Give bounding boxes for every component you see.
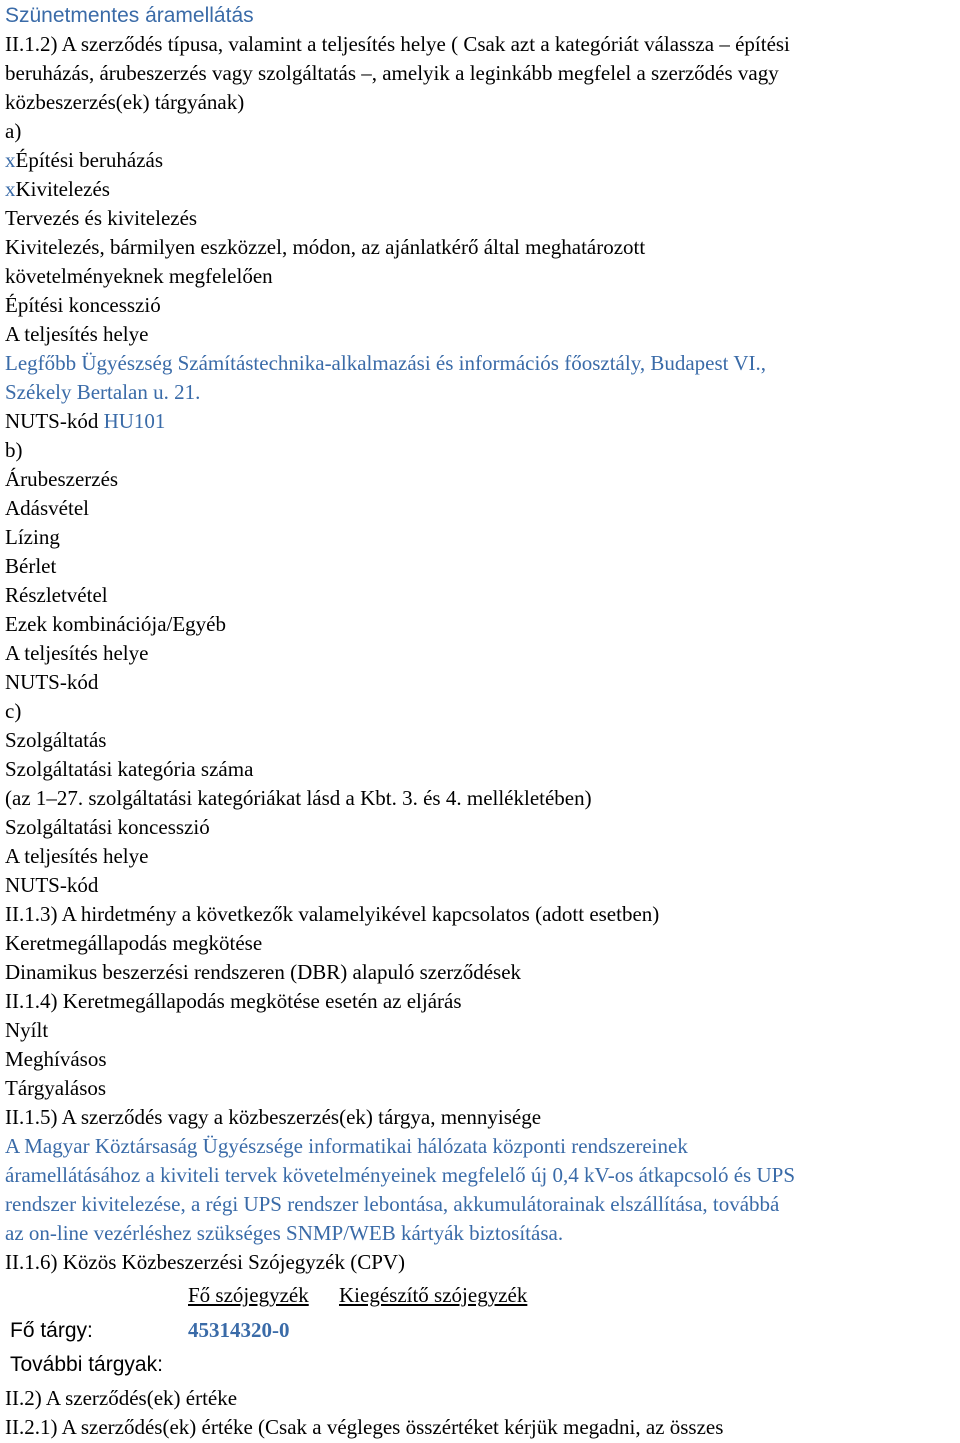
option-line: Részletvétel (5, 583, 108, 607)
option-label: Építési beruházás (15, 148, 164, 172)
option-line (5, 146, 163, 175)
option-line: Árubeszerzés (5, 467, 119, 491)
text-line: (az 1–27. szolgáltatási kategóriákat lásd a Kbt. 3. és 4. mellékletében) (5, 786, 592, 810)
section-heading: II.1.3) A hirdetmény a következők valamelyikével kapcsolatos (adott esetben) (5, 902, 660, 926)
field-label: A teljesítés helye (5, 844, 149, 868)
text-line: b) (5, 438, 23, 462)
field-value: áramellátásához a kiviteli tervek követelményeinek megfelelő új 0,4 kV-os átkapcsoló és UPS (5, 1163, 795, 1187)
option-line: Tárgyalásos (5, 1076, 107, 1100)
option-line: Bérlet (5, 554, 57, 578)
option-line: Lízing (5, 525, 60, 549)
option-line: Keretmegállapodás megkötése (5, 931, 263, 955)
text-line: a) (5, 119, 22, 143)
section-heading: II.1.5) A szerződés vagy a közbeszerzés(ek) tárgya, mennyisége (5, 1105, 542, 1129)
option-line: Szolgáltatás (5, 728, 107, 752)
text-line: közbeszerzés(ek) tárgyának) (5, 90, 245, 114)
option-line: Szolgáltatási koncesszió (5, 815, 210, 839)
nuts-line (5, 407, 165, 436)
field-label: NUTS-kód (5, 670, 99, 694)
text-line: c) (5, 699, 22, 723)
field-label: NUTS-kód (5, 409, 104, 433)
cpv-further-label: További tárgyak: (10, 1353, 163, 1376)
field-label: A teljesítés helye (5, 322, 149, 346)
field-value: rendszer kivitelezése, a régi UPS rendszer lebontása, akkumulátorainak elszállítása, továbbá (5, 1192, 780, 1216)
field-label: NUTS-kód (5, 873, 99, 897)
field-value: az on-line vezérléshez szükséges SNMP/WEB kártyák biztosítása. (5, 1221, 564, 1245)
section-heading: II.2.1) A szerződés(ek) értéke (Csak a végleges összértéket kérjük megadni, az összes (5, 1415, 724, 1439)
option-line: követelményeknek megfelelően (5, 264, 273, 288)
section-heading: II.1.2) A szerződés típusa, valamint a teljesítés helye ( Csak azt a kategóriát válassza – építési (5, 32, 790, 56)
option-label: Kivitelezés (15, 177, 110, 201)
field-value: Székely Bertalan u. 21. (5, 380, 201, 404)
field-value: Legfőbb Ügyészség Számítástechnika-alkalmazási és információs főosztály, Budapest VI., (5, 351, 767, 375)
checked-mark: x (5, 148, 16, 172)
field-value: A Magyar Köztársaság Ügyészsége informatikai hálózata központi rendszereinek (5, 1134, 688, 1158)
option-line: Kivitelezés, bármilyen eszközzel, módon, az ajánlatkérő által meghatározott (5, 235, 646, 259)
cpv-main-code: 45314320-0 (188, 1318, 290, 1342)
option-line: Ezek kombinációja/Egyéb (5, 612, 227, 636)
field-label: Szolgáltatási kategória száma (5, 757, 254, 781)
option-line: Adásvétel (5, 496, 89, 520)
option-line: Építési koncesszió (5, 293, 161, 317)
option-line: Dinamikus beszerzési rendszeren (DBR) alapuló szerződések (5, 960, 522, 984)
option-line (5, 175, 110, 204)
cpv-main-label: Fő tárgy: (10, 1319, 93, 1342)
cpv-header-main: Fő szójegyzék (188, 1283, 309, 1307)
option-line: Meghívásos (5, 1047, 107, 1071)
field-label: A teljesítés helye (5, 641, 149, 665)
option-line: Nyílt (5, 1018, 49, 1042)
option-line: Tervezés és kivitelezés (5, 206, 198, 230)
nuts-code: HU101 (103, 409, 166, 433)
document-title: Szünetmentes áramellátás (5, 4, 254, 27)
cpv-header-extra: Kiegészítő szójegyzék (339, 1283, 528, 1307)
section-heading: II.1.4) Keretmegállapodás megkötése esetén az eljárás (5, 989, 462, 1013)
text-line: beruházás, árubeszerzés vagy szolgáltatás –, amelyik a leginkább megfelel a szerződés vagy (5, 61, 779, 85)
section-heading: II.1.6) Közös Közbeszerzési Szójegyzék (CPV) (5, 1250, 406, 1274)
checked-mark: x (5, 177, 16, 201)
section-heading: II.2) A szerződés(ek) értéke (5, 1386, 238, 1410)
